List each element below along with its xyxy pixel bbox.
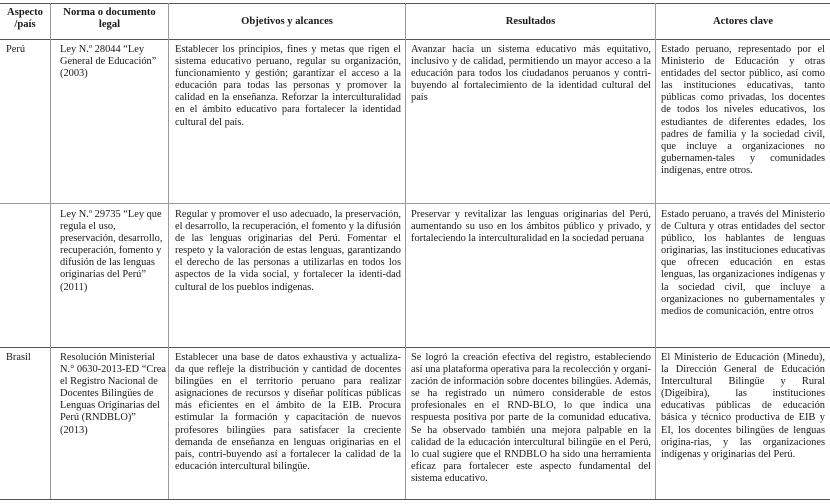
row-separator-1 <box>0 203 830 204</box>
column-divider-1 <box>50 3 51 499</box>
table-bottom-rule <box>0 499 830 500</box>
column-divider-2 <box>168 3 169 499</box>
row-1-norm: Ley N.º 28044 “Ley General de Educación” (2003) <box>60 44 157 80</box>
row-3-objectives: Establecer una base de datos exhaustiva y actualiza-da que refleje la distribución y cantidad de docentes bilingües en el territorio peruano para realizar asignaciones de recursos y diseñar políticas públicas más eficientes en el ámbito de la EIB. Procura estimular la formación y capacitación de nuevos profesores bilingües para satisfacer la creciente demanda de enseñanza en lenguas originarias en el país, contri-buyendo así a fortalecer la calidad de la educación intercultural bilingüe. <box>175 352 401 472</box>
row-2-norm: Ley N.º 29735 “Ley que regula el uso, preservación, desarrollo, recuperación, fomento y difusión de las lenguas originarias del Perú” (2011) <box>60 209 163 293</box>
row-separator-2 <box>0 347 830 348</box>
column-divider-3 <box>405 3 406 499</box>
header-results: Resultados <box>505 16 556 27</box>
row-3-actors: El Ministerio de Educación (Minedu), la Dirección General de Educación Intercultural Bilingüe y Rural (Digeibira), las instituciones educativas públicas de educación básica y técnico productiva de EIB y EI, los docentes bilingües de lenguas origina-rias, y las organizaciones indígenas y originarias del Perú. <box>661 352 825 460</box>
row-3-results: Se logró la creación efectiva del registro, estableciendo así una plataforma operativa para la recolección y organi-zación de información sobre docentes bilingües. Además, se ha registrado un número considerable de estos profesionales en el RND-BLO, lo que indica una respuesta positiva por parte de la comunidad educativa. Se ha observado también una mejora palpable en la calidad de la educación intercultural bilingüe en el Perú, lo cual sugiere que el RNDBLO ha sido una herramienta eficaz para fortalecer este aspecto fundamental del sistema educativo. <box>411 352 651 484</box>
header-actors: Actores clave <box>712 16 774 27</box>
row-1-country: Perú <box>6 44 26 55</box>
header-bottom-rule <box>0 39 830 40</box>
row-1-objectives: Establecer los principios, fines y metas que rigen el sistema educativo peruano, regular su organización, funcionamiento y gestión; garantizar el acceso a la educación para todas las personas y promover la calidad en la enseñanza. Reforzar la interculturalidad en el ámbito educativo para fortalecer la identidad cultural del país. <box>175 44 401 128</box>
table-top-rule <box>0 3 830 4</box>
column-divider-4 <box>655 3 656 499</box>
row-3-norm: Resolución Ministerial N.° 0630-2013-ED “Crea el Registro Nacional de Docentes Bilingües de Lenguas Originarias del Perú (RNDBLO)” (2013) <box>60 352 167 436</box>
row-2-objectives: Regular y promover el uso adecuado, la preservación, el desarrollo, la recuperación, el fomento y la difusión de las lenguas originarias del Perú. Fomentar el respeto y la valoración de estas lenguas, garantizando el derecho de las personas a utilizarlas en todos los aspectos de la vida social, y fortalecer la identi-dad cultural de los pueblos indígenas. <box>175 209 401 293</box>
row-3-country: Brasil <box>6 352 31 363</box>
row-2-actors: Estado peruano, a través del Ministerio de Cultura y otras entidades del sector público, los hablantes de lenguas originarias, las instituciones educativas que ofrecen educación en estas lenguas, las organizaciones indígenas y la sociedad civil, que incluye a organizaciones no gubernamentales y medios de comunicación, entre otros <box>661 209 825 317</box>
row-1-actors: Estado peruano, representado por el Ministerio de Educación y otras entidades del sector público, así como las instituciones educativas, tanto públicas como privadas, los docentes de todos los niveles educativos, los estudiantes de diferentes edades, los padres de familia y la sociedad civil, que incluye a organizaciones no gubernamen-tales y comunidades indígenas, entre otros. <box>661 44 825 176</box>
header-norm: Norma o documento legal <box>63 7 156 30</box>
row-1-results: Avanzar hacia un sistema educativo más equitativo, inclusivo y de calidad, permitiendo un mayor acceso a la educación para todos los ciudadanos peruanos y contri-buyendo al fortalecimiento de la identidad cultural del país <box>411 44 651 104</box>
header-aspect: Aspecto /país <box>7 7 43 30</box>
header-objectives: Objetivos y alcances <box>241 16 333 27</box>
row-2-results: Preservar y revitalizar las lenguas originarias del Perú, aumentando su uso en los ámbitos público y privado, y fortaleciendo la interculturalidad en la sociedad peruana <box>411 209 651 245</box>
